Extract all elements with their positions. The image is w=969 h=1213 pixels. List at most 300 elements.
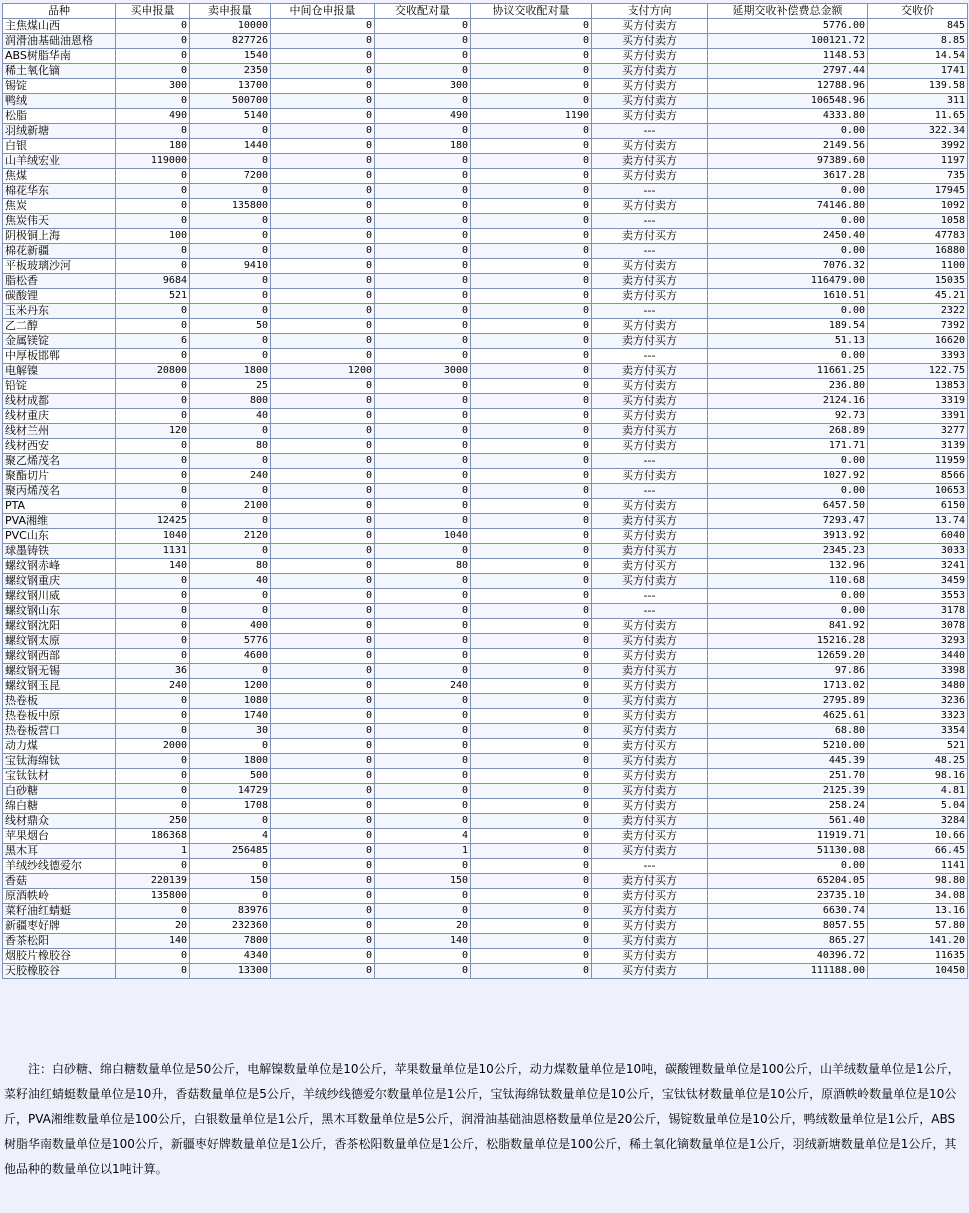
cell-payment-direction: 买方付卖方 (592, 934, 708, 949)
cell-sell-declared: 2120 (190, 529, 271, 544)
cell-intermediate-declared: 0 (271, 574, 375, 589)
cell-matched: 1 (375, 844, 471, 859)
cell-compensation-total: 2149.56 (708, 139, 868, 154)
cell-payment-direction: 买方付卖方 (592, 679, 708, 694)
cell-delivery-price: 15035 (868, 274, 968, 289)
cell-compensation-total: 5210.00 (708, 739, 868, 754)
cell-sell-declared: 0 (190, 304, 271, 319)
cell-sell-declared: 0 (190, 514, 271, 529)
cell-intermediate-declared: 0 (271, 889, 375, 904)
cell-matched: 0 (375, 589, 471, 604)
header-sell-declared: 卖申报量 (190, 4, 271, 19)
table-row (3, 829, 968, 844)
header-payment-direction: 支付方向 (592, 4, 708, 19)
cell-matched: 140 (375, 934, 471, 949)
cell-variety: 线材重庆 (3, 409, 116, 424)
cell-variety: 焦煤 (3, 169, 116, 184)
cell-sell-declared: 400 (190, 619, 271, 634)
cell-buy-declared: 0 (116, 394, 190, 409)
cell-agreement-matched: 0 (471, 364, 592, 379)
cell-variety: 螺纹钢西部 (3, 649, 116, 664)
cell-variety: 菜籽油红蜻蜓 (3, 904, 116, 919)
table-row (3, 889, 968, 904)
cell-matched: 0 (375, 49, 471, 64)
cell-matched: 0 (375, 904, 471, 919)
cell-intermediate-declared: 0 (271, 94, 375, 109)
cell-agreement-matched: 0 (471, 919, 592, 934)
cell-matched: 0 (375, 229, 471, 244)
cell-intermediate-declared: 0 (271, 409, 375, 424)
cell-delivery-price: 1741 (868, 64, 968, 79)
cell-delivery-price: 3459 (868, 574, 968, 589)
cell-delivery-price: 11959 (868, 454, 968, 469)
cell-payment-direction: 买方付卖方 (592, 769, 708, 784)
cell-compensation-total: 106548.96 (708, 94, 868, 109)
table-row (3, 364, 968, 379)
cell-variety: 平板玻璃沙河 (3, 259, 116, 274)
cell-intermediate-declared: 0 (271, 559, 375, 574)
cell-intermediate-declared: 0 (271, 709, 375, 724)
cell-delivery-price: 3391 (868, 409, 968, 424)
header-delivery-price: 交收价 (868, 4, 968, 19)
table-row (3, 484, 968, 499)
cell-delivery-price: 311 (868, 94, 968, 109)
cell-variety: 焦炭 (3, 199, 116, 214)
cell-buy-declared: 0 (116, 589, 190, 604)
cell-intermediate-declared: 0 (271, 619, 375, 634)
cell-payment-direction: 买方付卖方 (592, 634, 708, 649)
cell-sell-declared: 1740 (190, 709, 271, 724)
cell-delivery-price: 3236 (868, 694, 968, 709)
cell-buy-declared: 0 (116, 379, 190, 394)
cell-variety: 天胶橡胶谷 (3, 964, 116, 979)
cell-matched: 490 (375, 109, 471, 124)
cell-sell-declared: 2350 (190, 64, 271, 79)
cell-compensation-total: 2345.23 (708, 544, 868, 559)
table-row (3, 769, 968, 784)
cell-sell-declared: 13700 (190, 79, 271, 94)
cell-agreement-matched: 0 (471, 604, 592, 619)
table-row (3, 679, 968, 694)
table-row (3, 814, 968, 829)
table-row (3, 19, 968, 34)
cell-buy-declared: 0 (116, 439, 190, 454)
cell-matched: 240 (375, 679, 471, 694)
cell-intermediate-declared: 0 (271, 829, 375, 844)
cell-variety: 鸭绒 (3, 94, 116, 109)
table-row (3, 514, 968, 529)
cell-intermediate-declared: 0 (271, 79, 375, 94)
cell-delivery-price: 10653 (868, 484, 968, 499)
cell-intermediate-declared: 0 (271, 19, 375, 34)
cell-variety: 山羊绒宏业 (3, 154, 116, 169)
cell-buy-declared: 12425 (116, 514, 190, 529)
cell-intermediate-declared: 0 (271, 799, 375, 814)
cell-matched: 0 (375, 274, 471, 289)
cell-agreement-matched: 0 (471, 859, 592, 874)
cell-delivery-price: 7392 (868, 319, 968, 334)
cell-agreement-matched: 0 (471, 934, 592, 949)
cell-intermediate-declared: 0 (271, 784, 375, 799)
cell-variety: 线材兰州 (3, 424, 116, 439)
cell-variety: 焦炭伟天 (3, 214, 116, 229)
cell-intermediate-declared: 0 (271, 499, 375, 514)
cell-variety: 螺纹钢沈阳 (3, 619, 116, 634)
cell-agreement-matched: 0 (471, 619, 592, 634)
cell-payment-direction: 买方付卖方 (592, 109, 708, 124)
cell-agreement-matched: 0 (471, 904, 592, 919)
cell-payment-direction: --- (592, 124, 708, 139)
cell-sell-declared: 1540 (190, 49, 271, 64)
cell-agreement-matched: 0 (471, 244, 592, 259)
cell-compensation-total: 189.54 (708, 319, 868, 334)
cell-payment-direction: 买方付卖方 (592, 94, 708, 109)
cell-buy-declared: 0 (116, 304, 190, 319)
cell-delivery-price: 8566 (868, 469, 968, 484)
cell-matched: 0 (375, 34, 471, 49)
cell-matched: 3000 (375, 364, 471, 379)
cell-sell-declared: 500 (190, 769, 271, 784)
cell-agreement-matched: 0 (471, 64, 592, 79)
cell-agreement-matched: 0 (471, 334, 592, 349)
cell-sell-declared: 135800 (190, 199, 271, 214)
cell-compensation-total: 445.39 (708, 754, 868, 769)
cell-intermediate-declared: 0 (271, 754, 375, 769)
cell-buy-declared: 1 (116, 844, 190, 859)
cell-agreement-matched: 0 (471, 79, 592, 94)
cell-agreement-matched: 0 (471, 694, 592, 709)
cell-payment-direction: 买方付卖方 (592, 799, 708, 814)
cell-agreement-matched: 0 (471, 949, 592, 964)
cell-intermediate-declared: 0 (271, 589, 375, 604)
cell-matched: 0 (375, 169, 471, 184)
cell-delivery-price: 3277 (868, 424, 968, 439)
cell-compensation-total: 97.86 (708, 664, 868, 679)
header-matched: 交收配对量 (375, 4, 471, 19)
cell-payment-direction: --- (592, 304, 708, 319)
cell-sell-declared: 80 (190, 439, 271, 454)
cell-buy-declared: 140 (116, 934, 190, 949)
cell-delivery-price: 3284 (868, 814, 968, 829)
cell-buy-declared: 490 (116, 109, 190, 124)
cell-delivery-price: 16620 (868, 334, 968, 349)
cell-agreement-matched: 0 (471, 544, 592, 559)
cell-payment-direction: 卖方付买方 (592, 559, 708, 574)
cell-compensation-total: 1610.51 (708, 289, 868, 304)
cell-delivery-price: 14.54 (868, 49, 968, 64)
cell-matched: 0 (375, 604, 471, 619)
cell-compensation-total: 100121.72 (708, 34, 868, 49)
cell-variety: PVC山东 (3, 529, 116, 544)
cell-variety: 锡锭 (3, 79, 116, 94)
cell-matched: 4 (375, 829, 471, 844)
cell-compensation-total: 51130.08 (708, 844, 868, 859)
cell-buy-declared: 186368 (116, 829, 190, 844)
cell-matched: 0 (375, 889, 471, 904)
table-row (3, 574, 968, 589)
cell-buy-declared: 250 (116, 814, 190, 829)
table-row (3, 154, 968, 169)
cell-variety: 聚酯切片 (3, 469, 116, 484)
table-row (3, 559, 968, 574)
cell-delivery-price: 3480 (868, 679, 968, 694)
table-row (3, 724, 968, 739)
cell-payment-direction: 买方付卖方 (592, 709, 708, 724)
table-row (3, 739, 968, 754)
cell-delivery-price: 122.75 (868, 364, 968, 379)
cell-buy-declared: 0 (116, 64, 190, 79)
cell-intermediate-declared: 0 (271, 469, 375, 484)
cell-compensation-total: 258.24 (708, 799, 868, 814)
cell-delivery-price: 845 (868, 19, 968, 34)
cell-payment-direction: 买方付卖方 (592, 139, 708, 154)
cell-variety: 聚乙烯茂名 (3, 454, 116, 469)
table-row (3, 94, 968, 109)
cell-matched: 0 (375, 514, 471, 529)
cell-payment-direction: 买方付卖方 (592, 394, 708, 409)
cell-delivery-price: 13.74 (868, 514, 968, 529)
cell-payment-direction: --- (592, 349, 708, 364)
cell-compensation-total: 171.71 (708, 439, 868, 454)
cell-delivery-price: 3440 (868, 649, 968, 664)
header-buy-declared: 买申报量 (116, 4, 190, 19)
delivery-table (2, 3, 968, 979)
cell-matched: 0 (375, 754, 471, 769)
cell-matched: 0 (375, 769, 471, 784)
cell-agreement-matched: 0 (471, 709, 592, 724)
cell-sell-declared: 2100 (190, 499, 271, 514)
cell-payment-direction: 买方付卖方 (592, 919, 708, 934)
cell-payment-direction: 卖方付买方 (592, 829, 708, 844)
cell-matched: 0 (375, 574, 471, 589)
cell-compensation-total: 111188.00 (708, 964, 868, 979)
cell-buy-declared: 300 (116, 79, 190, 94)
table-row (3, 604, 968, 619)
cell-buy-declared: 0 (116, 319, 190, 334)
cell-sell-declared: 0 (190, 424, 271, 439)
cell-agreement-matched: 0 (471, 679, 592, 694)
cell-compensation-total: 0.00 (708, 124, 868, 139)
cell-matched: 0 (375, 214, 471, 229)
cell-variety: 新疆枣好牌 (3, 919, 116, 934)
cell-intermediate-declared: 0 (271, 724, 375, 739)
cell-sell-declared: 9410 (190, 259, 271, 274)
cell-buy-declared: 0 (116, 619, 190, 634)
table-row (3, 709, 968, 724)
cell-intermediate-declared: 0 (271, 109, 375, 124)
cell-delivery-price: 98.80 (868, 874, 968, 889)
cell-variety: 松脂 (3, 109, 116, 124)
cell-agreement-matched: 0 (471, 409, 592, 424)
cell-matched: 0 (375, 499, 471, 514)
cell-variety: 白银 (3, 139, 116, 154)
cell-agreement-matched: 0 (471, 169, 592, 184)
cell-agreement-matched: 0 (471, 799, 592, 814)
cell-payment-direction: 买方付卖方 (592, 499, 708, 514)
cell-payment-direction: 买方付卖方 (592, 439, 708, 454)
cell-intermediate-declared: 0 (271, 64, 375, 79)
cell-sell-declared: 40 (190, 574, 271, 589)
cell-matched: 0 (375, 709, 471, 724)
table-row (3, 34, 968, 49)
cell-sell-declared: 5140 (190, 109, 271, 124)
cell-buy-declared: 521 (116, 289, 190, 304)
cell-buy-declared: 2000 (116, 739, 190, 754)
cell-variety: 宝钛钛材 (3, 769, 116, 784)
cell-agreement-matched: 0 (471, 484, 592, 499)
cell-matched: 0 (375, 319, 471, 334)
table-row (3, 49, 968, 64)
cell-intermediate-declared: 0 (271, 874, 375, 889)
cell-agreement-matched: 0 (471, 529, 592, 544)
cell-matched: 0 (375, 154, 471, 169)
cell-buy-declared: 0 (116, 709, 190, 724)
cell-matched: 0 (375, 724, 471, 739)
cell-intermediate-declared: 0 (271, 319, 375, 334)
cell-variety: 球墨铸铁 (3, 544, 116, 559)
cell-buy-declared: 0 (116, 34, 190, 49)
cell-compensation-total: 0.00 (708, 454, 868, 469)
cell-buy-declared: 0 (116, 184, 190, 199)
table-row (3, 439, 968, 454)
cell-matched: 0 (375, 94, 471, 109)
cell-sell-declared: 0 (190, 214, 271, 229)
cell-payment-direction: --- (592, 589, 708, 604)
cell-intermediate-declared: 0 (271, 844, 375, 859)
cell-agreement-matched: 0 (471, 94, 592, 109)
cell-intermediate-declared: 0 (271, 679, 375, 694)
cell-payment-direction: --- (592, 184, 708, 199)
cell-agreement-matched: 0 (471, 259, 592, 274)
cell-variety: 螺纹钢川威 (3, 589, 116, 604)
cell-intermediate-declared: 0 (271, 334, 375, 349)
cell-compensation-total: 1148.53 (708, 49, 868, 64)
cell-sell-declared: 1080 (190, 694, 271, 709)
table-row (3, 454, 968, 469)
cell-sell-declared: 500700 (190, 94, 271, 109)
cell-agreement-matched: 0 (471, 814, 592, 829)
cell-intermediate-declared: 0 (271, 604, 375, 619)
cell-compensation-total: 15216.28 (708, 634, 868, 649)
cell-sell-declared: 1200 (190, 679, 271, 694)
table-row (3, 244, 968, 259)
cell-sell-declared: 0 (190, 454, 271, 469)
cell-sell-declared: 827726 (190, 34, 271, 49)
cell-sell-declared: 10000 (190, 19, 271, 34)
cell-delivery-price: 139.58 (868, 79, 968, 94)
cell-variety: 苹果烟台 (3, 829, 116, 844)
cell-agreement-matched: 0 (471, 184, 592, 199)
cell-compensation-total: 7293.47 (708, 514, 868, 529)
cell-intermediate-declared: 0 (271, 529, 375, 544)
cell-variety: 主焦煤山西 (3, 19, 116, 34)
cell-payment-direction: --- (592, 214, 708, 229)
cell-buy-declared: 0 (116, 94, 190, 109)
cell-buy-declared: 0 (116, 634, 190, 649)
cell-compensation-total: 2124.16 (708, 394, 868, 409)
cell-delivery-price: 3241 (868, 559, 968, 574)
cell-intermediate-declared: 0 (271, 439, 375, 454)
cell-compensation-total: 2797.44 (708, 64, 868, 79)
cell-variety: 脂松香 (3, 274, 116, 289)
cell-variety: 热卷板 (3, 694, 116, 709)
cell-buy-declared: 0 (116, 799, 190, 814)
cell-buy-declared: 220139 (116, 874, 190, 889)
cell-matched: 150 (375, 874, 471, 889)
cell-intermediate-declared: 0 (271, 229, 375, 244)
cell-variety: 黑木耳 (3, 844, 116, 859)
cell-agreement-matched: 0 (471, 289, 592, 304)
cell-sell-declared: 25 (190, 379, 271, 394)
cell-delivery-price: 521 (868, 739, 968, 754)
cell-payment-direction: 买方付卖方 (592, 259, 708, 274)
cell-variety: PVA湘维 (3, 514, 116, 529)
cell-variety: 铅锭 (3, 379, 116, 394)
cell-variety: 香茶松阳 (3, 934, 116, 949)
table-row (3, 499, 968, 514)
cell-payment-direction: 卖方付买方 (592, 274, 708, 289)
cell-variety: PTA (3, 499, 116, 514)
cell-sell-declared: 4 (190, 829, 271, 844)
cell-payment-direction: 买方付卖方 (592, 19, 708, 34)
cell-sell-declared: 0 (190, 229, 271, 244)
cell-compensation-total: 1713.02 (708, 679, 868, 694)
cell-agreement-matched: 1190 (471, 109, 592, 124)
cell-delivery-price: 3992 (868, 139, 968, 154)
cell-sell-declared: 83976 (190, 904, 271, 919)
cell-sell-declared: 0 (190, 664, 271, 679)
cell-delivery-price: 735 (868, 169, 968, 184)
cell-variety: 稀土氧化镝 (3, 64, 116, 79)
cell-agreement-matched: 0 (471, 214, 592, 229)
cell-payment-direction: 买方付卖方 (592, 409, 708, 424)
table-row (3, 949, 968, 964)
cell-sell-declared: 0 (190, 184, 271, 199)
cell-payment-direction: --- (592, 244, 708, 259)
cell-agreement-matched: 0 (471, 49, 592, 64)
cell-agreement-matched: 0 (471, 844, 592, 859)
table-row (3, 904, 968, 919)
cell-compensation-total: 110.68 (708, 574, 868, 589)
table-row (3, 649, 968, 664)
table-row (3, 754, 968, 769)
cell-intermediate-declared: 0 (271, 454, 375, 469)
cell-matched: 0 (375, 949, 471, 964)
header-variety: 品种 (3, 4, 116, 19)
cell-variety: 绵白糖 (3, 799, 116, 814)
cell-variety: 热卷板中原 (3, 709, 116, 724)
cell-intermediate-declared: 0 (271, 124, 375, 139)
cell-agreement-matched: 0 (471, 469, 592, 484)
table-row (3, 844, 968, 859)
cell-compensation-total: 561.40 (708, 814, 868, 829)
cell-intermediate-declared: 0 (271, 964, 375, 979)
table-row (3, 409, 968, 424)
cell-matched: 0 (375, 199, 471, 214)
cell-delivery-price: 3393 (868, 349, 968, 364)
cell-intermediate-declared: 0 (271, 34, 375, 49)
cell-variety: 聚丙烯茂名 (3, 484, 116, 499)
cell-buy-declared: 140 (116, 559, 190, 574)
cell-buy-declared: 0 (116, 214, 190, 229)
cell-agreement-matched: 0 (471, 664, 592, 679)
cell-compensation-total: 0.00 (708, 349, 868, 364)
cell-sell-declared: 0 (190, 154, 271, 169)
cell-matched: 0 (375, 694, 471, 709)
cell-variety: 中厚板邯郸 (3, 349, 116, 364)
cell-intermediate-declared: 0 (271, 514, 375, 529)
cell-variety: 碳酸锂 (3, 289, 116, 304)
